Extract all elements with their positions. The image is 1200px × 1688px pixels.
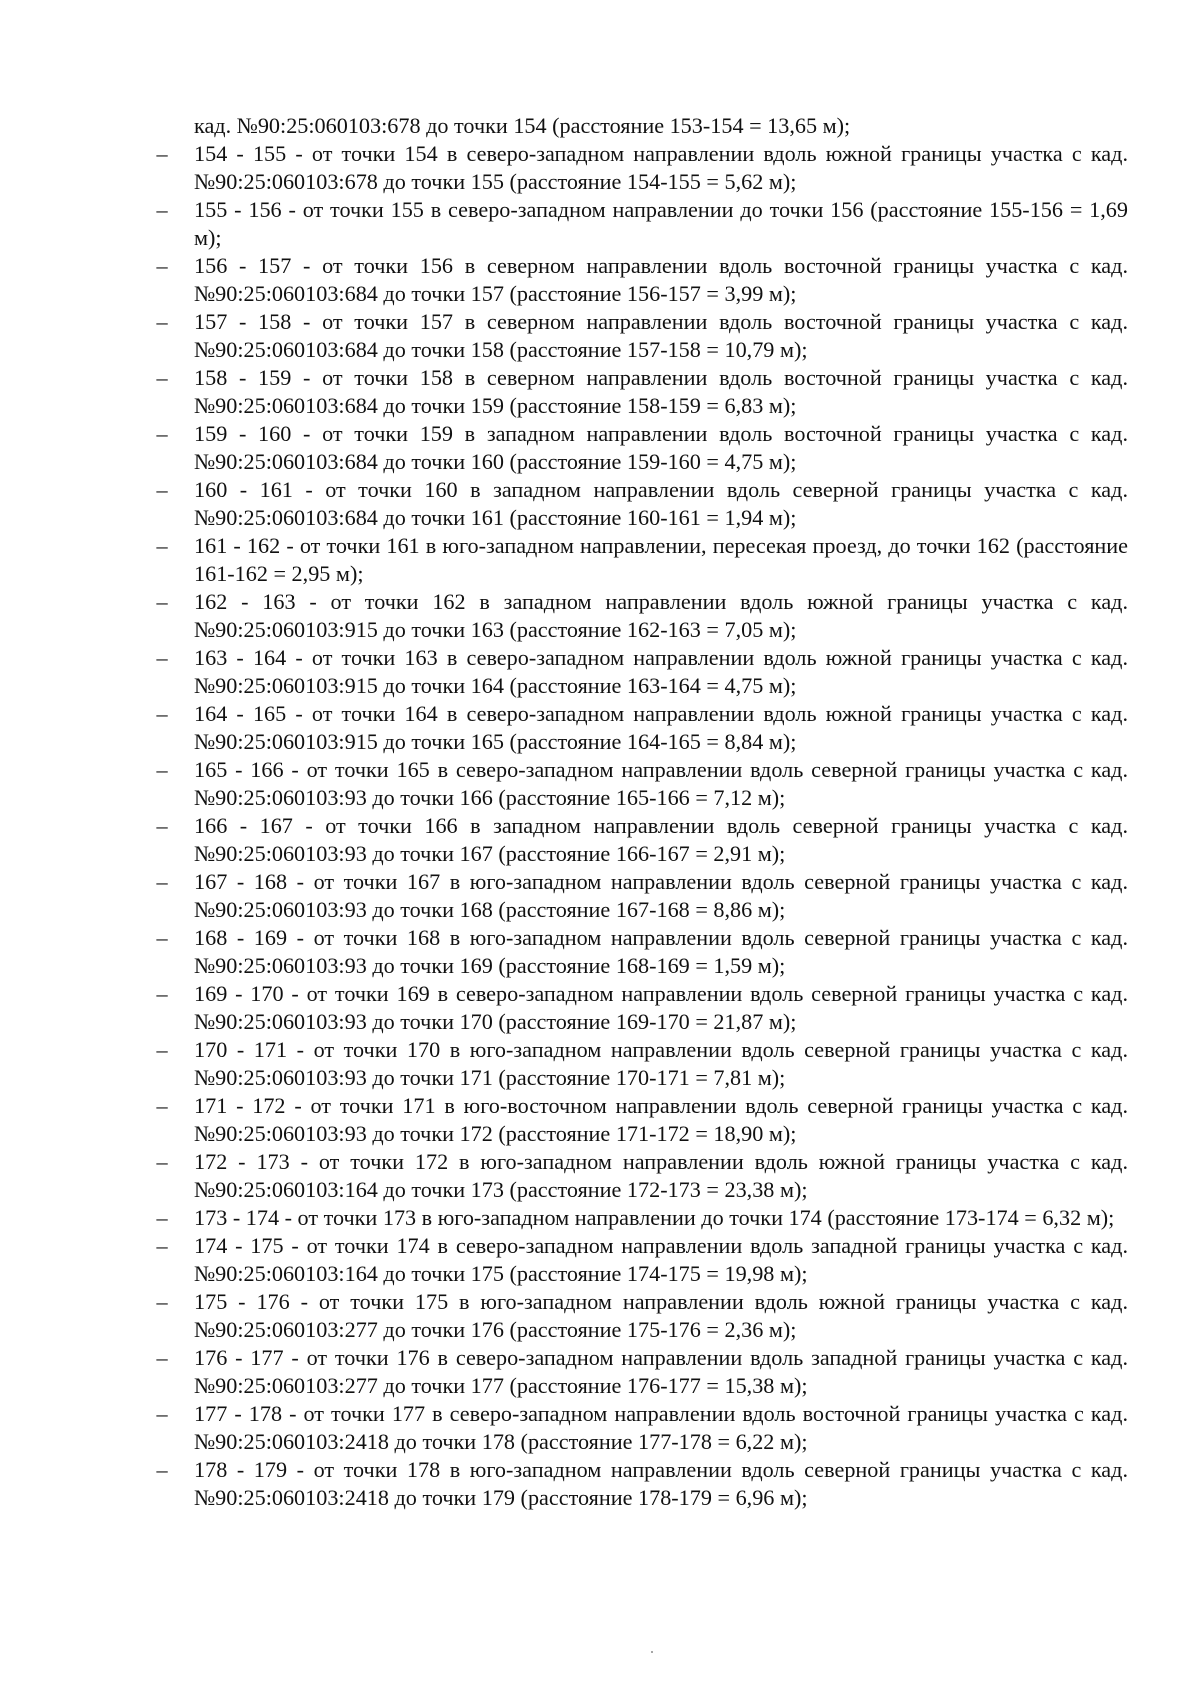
segment-item: [0, 868, 1128, 924]
segment-item: [0, 308, 1128, 364]
segment-text: 175 - 176 - от точки 175 в юго-западном направлении вдоль южной границы участка с кад. №90:25:060103:277 до точки 176 (расстояние 175-176 = 2,36 м);: [194, 1289, 1128, 1342]
segment-item: [0, 980, 1128, 1036]
dash-bullet: –: [156, 1401, 168, 1426]
dash-bullet: –: [156, 1457, 168, 1482]
segment-item: [0, 1204, 1128, 1232]
segment-item: [0, 1036, 1128, 1092]
segment-text: 177 - 178 - от точки 177 в северо-западном направлении вдоль восточной границы участка с кад. №90:25:060103:2418 до точки 178 (расстояние 177-178 = 6,22 м);: [194, 1401, 1128, 1454]
segment-text: 170 - 171 - от точки 170 в юго-западном направлении вдоль северной границы участка с кад. №90:25:060103:93 до точки 171 (расстояние 170-171 = 7,81 м);: [194, 1037, 1128, 1090]
dash-bullet: –: [156, 477, 168, 502]
segment-text: 164 - 165 - от точки 164 в северо-западном направлении вдоль южной границы участка с кад. №90:25:060103:915 до точки 165 (расстояние 164-165 = 8,84 м);: [194, 701, 1128, 754]
segment-text: 161 - 162 - от точки 161 в юго-западном направлении, пересекая проезд, до точки 162 (расстояние 161-162 = 2,95 м);: [194, 533, 1128, 586]
boundary-description: [0, 112, 1200, 1512]
dash-bullet: –: [156, 813, 168, 838]
segment-text: 173 - 174 - от точки 173 в юго-западном направлении до точки 174 (расстояние 173-174 = 6,32 м);: [194, 1205, 1115, 1230]
dash-bullet: –: [156, 365, 168, 390]
dash-bullet: –: [156, 253, 168, 278]
segment-item: [0, 364, 1128, 420]
dash-bullet: –: [156, 1205, 168, 1230]
segment-text: 162 - 163 - от точки 162 в западном направлении вдоль южной границы участка с кад. №90:25:060103:915 до точки 163 (расстояние 162-163 = 7,05 м);: [194, 589, 1128, 642]
dash-bullet: –: [156, 925, 168, 950]
segment-item: [0, 812, 1128, 868]
dash-bullet: –: [156, 197, 168, 222]
segment-text: 165 - 166 - от точки 165 в северо-западном направлении вдоль северной границы участка с кад. №90:25:060103:93 до точки 166 (расстояние 165-166 = 7,12 м);: [194, 757, 1128, 810]
segment-item: [0, 252, 1128, 308]
segment-item: [0, 1092, 1128, 1148]
segment-text: 154 - 155 - от точки 154 в северо-западном направлении вдоль южной границы участка с кад. №90:25:060103:678 до точки 155 (расстояние 154-155 = 5,62 м);: [194, 141, 1128, 194]
segment-item: [0, 924, 1128, 980]
segment-item: [0, 644, 1128, 700]
dash-bullet: –: [156, 701, 168, 726]
segment-text: 169 - 170 - от точки 169 в северо-западном направлении вдоль северной границы участка с кад. №90:25:060103:93 до точки 170 (расстояние 169-170 = 21,87 м);: [194, 981, 1128, 1034]
segment-text: 159 - 160 - от точки 159 в западном направлении вдоль восточной границы участка с кад. №90:25:060103:684 до точки 160 (расстояние 159-160 = 4,75 м);: [194, 421, 1128, 474]
segment-item: [0, 1400, 1128, 1456]
segment-text: 163 - 164 - от точки 163 в северо-западном направлении вдоль южной границы участка с кад. №90:25:060103:915 до точки 164 (расстояние 163-164 = 4,75 м);: [194, 645, 1128, 698]
scan-speck: [651, 1651, 653, 1653]
dash-bullet: –: [156, 645, 168, 670]
dash-bullet: –: [156, 1233, 168, 1258]
segment-item: [0, 196, 1128, 252]
segment-item: [0, 756, 1128, 812]
segment-item: [0, 476, 1128, 532]
segment-text: 168 - 169 - от точки 168 в юго-западном направлении вдоль северной границы участка с кад. №90:25:060103:93 до точки 169 (расстояние 168-169 = 1,59 м);: [194, 925, 1128, 978]
segment-item: [0, 588, 1128, 644]
segment-item: [0, 1456, 1128, 1512]
segment-text: 171 - 172 - от точки 171 в юго-восточном направлении вдоль северной границы участка с кад. №90:25:060103:93 до точки 172 (расстояние 171-172 = 18,90 м);: [194, 1093, 1128, 1146]
segment-item: [0, 1232, 1128, 1288]
dash-bullet: –: [156, 1345, 168, 1370]
segment-text: 166 - 167 - от точки 166 в западном направлении вдоль северной границы участка с кад. №90:25:060103:93 до точки 167 (расстояние 166-167 = 2,91 м);: [194, 813, 1128, 866]
segment-text: 155 - 156 - от точки 155 в северо-западном направлении до точки 156 (расстояние 155-156 = 1,69 м);: [194, 197, 1128, 250]
dash-bullet: –: [156, 589, 168, 614]
segment-text: 178 - 179 - от точки 178 в юго-западном направлении вдоль северной границы участка с кад. №90:25:060103:2418 до точки 179 (расстояние 178-179 = 6,96 м);: [194, 1457, 1128, 1510]
dash-bullet: –: [156, 533, 168, 558]
segment-text: 172 - 173 - от точки 172 в юго-западном направлении вдоль южной границы участка с кад. №90:25:060103:164 до точки 173 (расстояние 172-173 = 23,38 м);: [194, 1149, 1128, 1202]
dash-bullet: –: [156, 869, 168, 894]
dash-bullet: –: [156, 141, 168, 166]
dash-bullet: –: [156, 1289, 168, 1314]
dash-bullet: –: [156, 309, 168, 334]
continuation-line: кад. №90:25:060103:678 до точки 154 (расстояние 153-154 = 13,65 м);: [194, 113, 851, 138]
dash-bullet: –: [156, 421, 168, 446]
segment-item: [0, 532, 1128, 588]
dash-bullet: –: [156, 757, 168, 782]
segment-text: 160 - 161 - от точки 160 в западном направлении вдоль северной границы участка с кад. №90:25:060103:684 до точки 161 (расстояние 160-161 = 1,94 м);: [194, 477, 1128, 530]
segment-text: 156 - 157 - от точки 156 в северном направлении вдоль восточной границы участка с кад. №90:25:060103:684 до точки 157 (расстояние 156-157 = 3,99 м);: [194, 253, 1128, 306]
segment-text: 157 - 158 - от точки 157 в северном направлении вдоль восточной границы участка с кад. №90:25:060103:684 до точки 158 (расстояние 157-158 = 10,79 м);: [194, 309, 1128, 362]
dash-bullet: –: [156, 1149, 168, 1174]
segment-text: 167 - 168 - от точки 167 в юго-западном направлении вдоль северной границы участка с кад. №90:25:060103:93 до точки 168 (расстояние 167-168 = 8,86 м);: [194, 869, 1128, 922]
segment-item: [0, 420, 1128, 476]
segment-text: 158 - 159 - от точки 158 в северном направлении вдоль восточной границы участка с кад. №90:25:060103:684 до точки 159 (расстояние 158-159 = 6,83 м);: [194, 365, 1128, 418]
dash-bullet: –: [156, 1037, 168, 1062]
dash-bullet: –: [156, 981, 168, 1006]
segment-item: [0, 1344, 1128, 1400]
segment-text: 174 - 175 - от точки 174 в северо-западном направлении вдоль западной границы участка с кад. №90:25:060103:164 до точки 175 (расстояние 174-175 = 19,98 м);: [194, 1233, 1128, 1286]
dash-bullet: –: [156, 1093, 168, 1118]
segment-item: [0, 1288, 1128, 1344]
segment-text: 176 - 177 - от точки 176 в северо-западном направлении вдоль западной границы участка с кад. №90:25:060103:277 до точки 177 (расстояние 176-177 = 15,38 м);: [194, 1345, 1128, 1398]
segment-list: [0, 140, 1200, 1512]
segment-item: [0, 700, 1128, 756]
segment-item: [0, 1148, 1128, 1204]
segment-item: [0, 140, 1128, 196]
